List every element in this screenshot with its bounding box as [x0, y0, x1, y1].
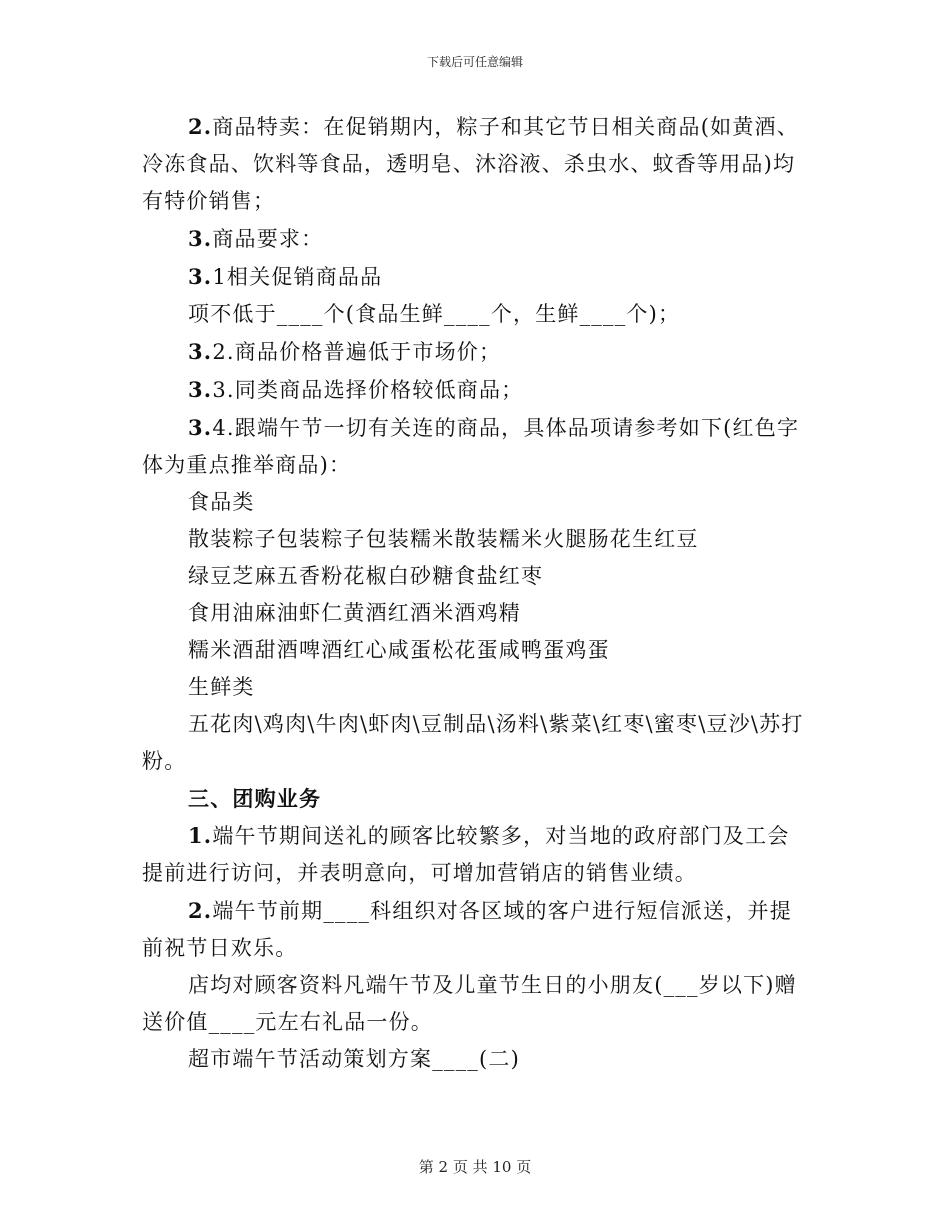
paragraph-text: 糯米酒甜酒啤酒红心咸蛋松花蛋咸鸭蛋鸡蛋 [188, 638, 610, 662]
paragraph-group-buy-1 [142, 817, 808, 892]
paragraph-3-4 [142, 409, 808, 484]
paragraph-item-count [142, 296, 808, 333]
paragraph-number: 3. [188, 415, 213, 440]
paragraph-text: 生鲜类 [188, 675, 255, 699]
paragraph-3-1 [142, 258, 808, 296]
paragraph-text: 五花肉\鸡肉\牛肉\虾肉\豆制品\汤料\紫菜\红枣\蜜枣\豆沙\苏打粉。 [142, 712, 804, 773]
paragraph-text: 超市端午节活动策划方案____(二) [188, 1047, 520, 1071]
paragraph-number: 3. [188, 339, 213, 364]
paragraph-number: 2. [188, 898, 213, 923]
paragraph-promo-sale [142, 108, 808, 220]
category-fresh-label [142, 669, 808, 706]
paragraph-text: 端午节期间送礼的顾客比较繁多，对当地的政府部门及工会提前进行访问，并表明意向，可增加营销店的销售业绩。 [142, 824, 790, 885]
paragraph-text: 散装粽子包装粽子包装糯米散装糯米火腿肠花生红豆 [188, 527, 699, 551]
paragraph-3-2 [142, 333, 808, 371]
section-heading-group-buy: 三、团购业务 [188, 786, 322, 811]
paragraph-text: 商品要求： [212, 227, 324, 251]
paragraph-text: 2.商品价格普遍低于市场价； [212, 340, 502, 364]
paragraph-text: 4.跟端午节一切有关连的商品，具体品项请参考如下(红色字体为重点推举商品)： [142, 416, 800, 477]
paragraph-3-3 [142, 371, 808, 409]
paragraph-text: 端午节前期____科组织对各区域的客户进行短信派送，并提前祝节日欢乐。 [142, 899, 792, 960]
paragraph-plan-title-2 [142, 1041, 808, 1078]
paragraph-text: 店均对顾客资料凡端午节及儿童节生日的小朋友(___岁以下)赠送价值____元左右礼品一份。 [142, 973, 797, 1034]
food-list-line [142, 632, 808, 669]
food-list-line [142, 521, 808, 558]
paragraph-text: 商品特卖：在促销期内，粽子和其它节日相关商品(如黄酒、冷冻食品、饮料等食品，透明皂、沐浴液、杀虫水、蚊香等用品)均有特价销售； [142, 115, 799, 213]
paragraph-number: 1. [188, 823, 213, 848]
paragraph-text: 3.同类商品选择价格较低商品； [212, 378, 524, 402]
paragraph-text: 食品类 [188, 490, 255, 514]
paragraph-number: 3. [188, 264, 213, 289]
page-number-footer: 第 2 页 共 10 页 [418, 1158, 532, 1176]
paragraph-text: 食用油麻油虾仁黄酒红酒米酒鸡精 [188, 601, 521, 625]
paragraph-birthday-gift [142, 967, 808, 1041]
paragraph-number: 3. [188, 226, 213, 251]
paragraph-text: 1相关促销商品品 [212, 265, 383, 289]
paragraph-text: 绿豆芝麻五香粉花椒白砂糖食盐红枣 [188, 564, 544, 588]
fresh-list-paragraph [142, 706, 808, 780]
document-body [142, 108, 808, 1078]
food-list-line [142, 558, 808, 595]
food-list-line [142, 595, 808, 632]
category-food-label [142, 484, 808, 521]
paragraph-text: 项不低于____个(食品生鲜____个，生鲜____个)； [188, 302, 681, 326]
paragraph-number: 3. [188, 377, 213, 402]
paragraph-group-buy-2 [142, 892, 808, 967]
header-note: 下载后可任意编辑 [426, 55, 523, 69]
paragraph-number: 2. [188, 114, 213, 139]
paragraph-goods-requirements [142, 220, 808, 258]
